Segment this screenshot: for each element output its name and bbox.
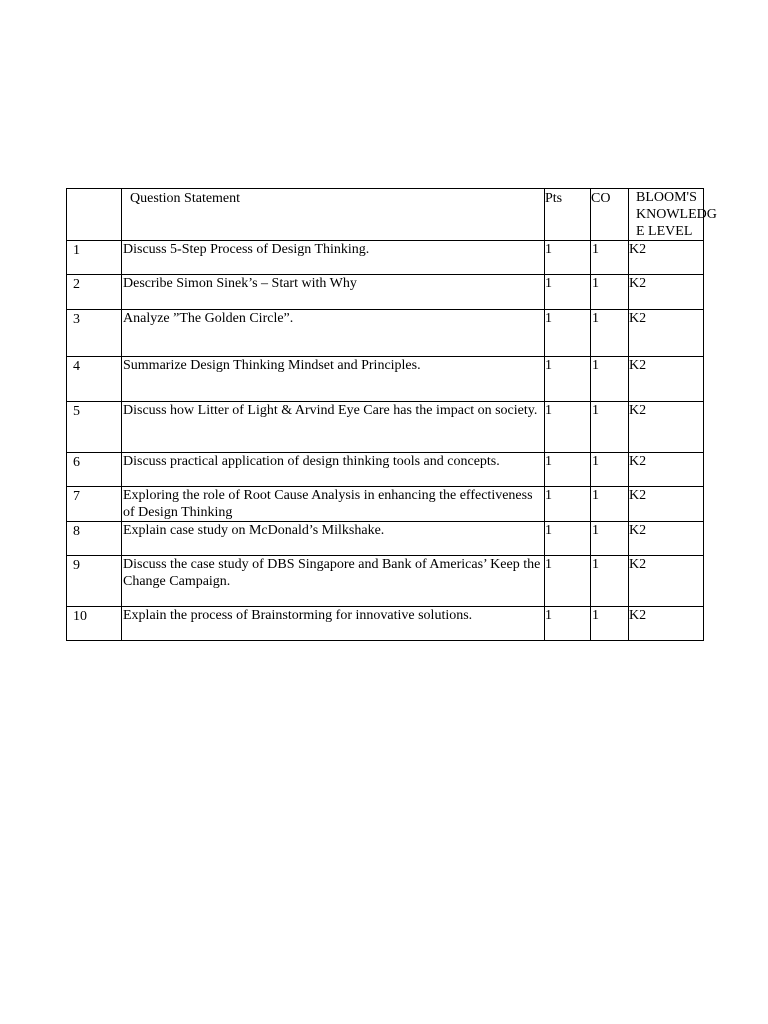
row-pts: 1 bbox=[545, 402, 591, 453]
row-number: 6 bbox=[67, 453, 122, 487]
row-co: 1 bbox=[591, 522, 629, 556]
header-number bbox=[67, 189, 122, 241]
table-row bbox=[67, 453, 704, 487]
row-level: K2 bbox=[629, 487, 704, 522]
row-pts: 1 bbox=[545, 453, 591, 487]
row-question: Discuss practical application of design thinking tools and concepts. bbox=[122, 453, 545, 487]
header-pts: Pts bbox=[545, 189, 591, 241]
row-number: 8 bbox=[67, 522, 122, 556]
row-number: 7 bbox=[67, 487, 122, 522]
table-header-row bbox=[67, 189, 704, 241]
table-row bbox=[67, 357, 704, 402]
row-question: Explain case study on McDonald’s Milkshake. bbox=[122, 522, 545, 556]
row-pts: 1 bbox=[545, 522, 591, 556]
row-level: K2 bbox=[629, 607, 704, 641]
row-question: Describe Simon Sinek’s – Start with Why bbox=[122, 275, 545, 310]
row-pts: 1 bbox=[545, 357, 591, 402]
table-row bbox=[67, 310, 704, 357]
row-co: 1 bbox=[591, 357, 629, 402]
row-question: Discuss 5-Step Process of Design Thinking. bbox=[122, 241, 545, 275]
row-number: 1 bbox=[67, 241, 122, 275]
row-question: Discuss how Litter of Light & Arvind Eye Care has the impact on society. bbox=[122, 402, 545, 453]
row-co: 1 bbox=[591, 487, 629, 522]
row-number: 9 bbox=[67, 556, 122, 607]
row-level: K2 bbox=[629, 522, 704, 556]
header-blooms-line-3: E LEVEL bbox=[636, 224, 693, 239]
row-number: 10 bbox=[67, 607, 122, 641]
row-pts: 1 bbox=[545, 487, 591, 522]
table-row bbox=[67, 522, 704, 556]
row-number: 3 bbox=[67, 310, 122, 357]
table-row bbox=[67, 487, 704, 522]
row-co: 1 bbox=[591, 241, 629, 275]
row-co: 1 bbox=[591, 453, 629, 487]
table-row bbox=[67, 556, 704, 607]
row-level: K2 bbox=[629, 402, 704, 453]
row-number: 2 bbox=[67, 275, 122, 310]
header-blooms-line-1: BLOOM'S bbox=[636, 190, 697, 205]
row-co: 1 bbox=[591, 556, 629, 607]
table-row bbox=[67, 241, 704, 275]
row-co: 1 bbox=[591, 310, 629, 357]
row-question: Exploring the role of Root Cause Analysis in enhancing the effectiveness of Design Thinking bbox=[122, 487, 545, 522]
row-number: 5 bbox=[67, 402, 122, 453]
row-pts: 1 bbox=[545, 607, 591, 641]
table-row bbox=[67, 607, 704, 641]
table-row bbox=[67, 275, 704, 310]
row-question: Analyze ”The Golden Circle”. bbox=[122, 310, 545, 357]
header-blooms-level bbox=[629, 189, 717, 241]
row-co: 1 bbox=[591, 275, 629, 310]
header-co: CO bbox=[591, 189, 629, 241]
row-question: Summarize Design Thinking Mindset and Principles. bbox=[122, 357, 545, 402]
row-level: K2 bbox=[629, 275, 704, 310]
row-level: K2 bbox=[629, 357, 704, 402]
row-level: K2 bbox=[629, 310, 704, 357]
header-question-statement: Question Statement bbox=[122, 189, 545, 241]
row-level: K2 bbox=[629, 241, 704, 275]
row-pts: 1 bbox=[545, 241, 591, 275]
table-row bbox=[67, 402, 704, 453]
row-pts: 1 bbox=[545, 310, 591, 357]
question-table bbox=[66, 188, 717, 641]
row-question: Explain the process of Brainstorming for innovative solutions. bbox=[122, 607, 545, 641]
row-level: K2 bbox=[629, 453, 704, 487]
header-blooms-line-2: KNOWLEDG bbox=[636, 207, 717, 222]
row-co: 1 bbox=[591, 402, 629, 453]
row-level: K2 bbox=[629, 556, 704, 607]
row-co: 1 bbox=[591, 607, 629, 641]
row-pts: 1 bbox=[545, 275, 591, 310]
row-number: 4 bbox=[67, 357, 122, 402]
row-pts: 1 bbox=[545, 556, 591, 607]
row-question: Discuss the case study of DBS Singapore and Bank of Americas’ Keep the Change Campaign. bbox=[122, 556, 545, 607]
